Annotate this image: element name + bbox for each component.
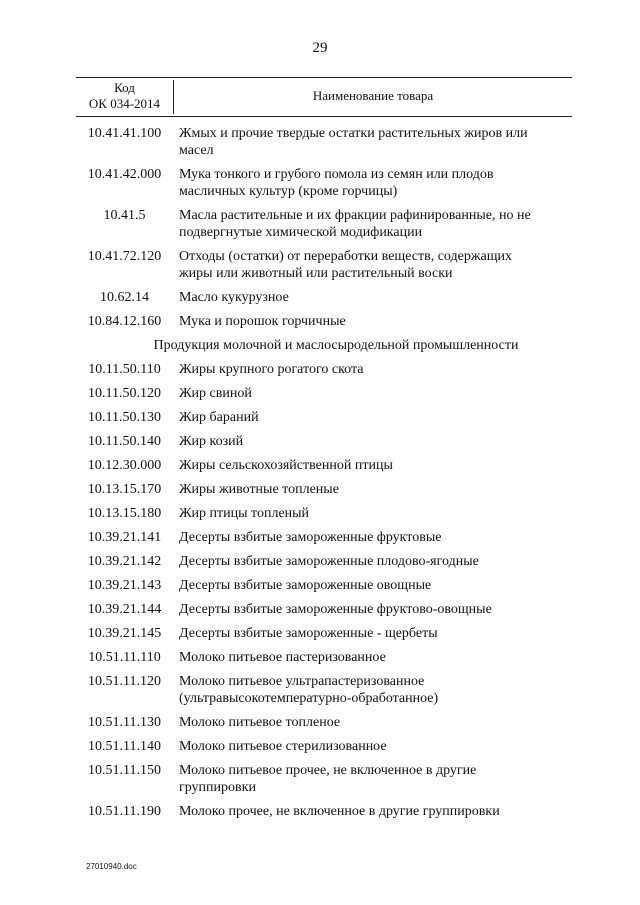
table-row xyxy=(76,248,572,282)
table-row xyxy=(76,625,572,642)
product-name: Жир козий xyxy=(179,434,244,449)
product-code: 10.41.42.000 xyxy=(87,167,162,182)
product-name: Жир бараний xyxy=(179,410,259,425)
product-name: Десерты взбитые замороженные фруктово-овощные xyxy=(179,602,492,617)
table-row xyxy=(76,361,572,378)
table-row xyxy=(76,313,572,330)
product-code: 10.41.41.100 xyxy=(87,126,162,141)
product-code: 10.62.14 xyxy=(100,290,149,305)
table-row xyxy=(76,762,572,796)
product-code: 10.51.11.120 xyxy=(88,674,161,689)
product-code: 10.39.21.145 xyxy=(87,626,162,641)
table-row xyxy=(76,385,572,402)
code-header-line1: Код xyxy=(114,80,135,95)
product-name: Жир птицы топленый xyxy=(179,506,310,521)
product-name: Молоко питьевое стерилизованное xyxy=(179,739,387,754)
product-name: Десерты взбитые замороженные фруктовые xyxy=(179,530,442,545)
table-row xyxy=(76,803,572,820)
product-name: Десерты взбитые замороженные плодово-ягодные xyxy=(179,554,479,569)
table-row xyxy=(76,505,572,522)
section-title: Продукция молочной и маслосыродельной промышленности xyxy=(153,338,519,353)
product-code: 10.11.50.120 xyxy=(88,386,161,401)
table-row xyxy=(76,207,572,241)
product-code: 10.51.11.130 xyxy=(88,715,161,730)
product-name: Молоко питьевое прочее, не включенное в другие группировки xyxy=(179,763,477,795)
table-row xyxy=(76,649,572,666)
product-code: 10.13.15.180 xyxy=(87,506,162,521)
product-code: 10.51.11.190 xyxy=(88,804,161,819)
page-number: 29 xyxy=(312,40,328,56)
table-row xyxy=(76,481,572,498)
table-row xyxy=(76,553,572,570)
table-row xyxy=(76,529,572,546)
product-code: 10.11.50.130 xyxy=(88,410,161,425)
product-code: 10.11.50.110 xyxy=(88,362,161,377)
product-code: 10.51.11.110 xyxy=(88,650,161,665)
product-name: Мука и порошок горчичные xyxy=(179,314,346,329)
table-row xyxy=(76,409,572,426)
code-header-line2: ОК 034-2014 xyxy=(88,96,161,111)
product-code: 10.84.12.160 xyxy=(87,314,162,329)
table-row xyxy=(76,125,572,159)
product-name: Мука тонкого и грубого помола из семян или плодов масличных культур (кроме горчицы) xyxy=(179,167,494,199)
product-name: Масла растительные и их фракции рафинированные, но не подвергнутые химической модификации xyxy=(179,208,531,240)
product-code: 10.41.5 xyxy=(103,208,146,223)
product-name: Молоко питьевое пастеризованное xyxy=(179,650,386,665)
product-name: Десерты взбитые замороженные - щербеты xyxy=(179,626,438,641)
product-name: Жмых и прочие твердые остатки растительных жиров или масел xyxy=(179,126,528,158)
product-code: 10.13.15.170 xyxy=(87,482,162,497)
product-name: Масло кукурузное xyxy=(179,290,289,305)
product-code: 10.39.21.141 xyxy=(87,530,162,545)
table-row xyxy=(76,457,572,474)
table-row xyxy=(76,673,572,707)
code-column-header xyxy=(76,80,174,114)
product-name: Молоко питьевое топленое xyxy=(179,715,341,730)
footer-filename: 27010940.doc xyxy=(86,862,137,871)
product-name: Десерты взбитые замороженные овощные xyxy=(179,578,432,593)
product-code: 10.41.72.120 xyxy=(87,249,162,264)
product-code: 10.51.11.150 xyxy=(88,763,161,778)
table-row xyxy=(76,289,572,306)
table-row xyxy=(76,601,572,618)
table-row xyxy=(76,714,572,731)
product-code: 10.51.11.140 xyxy=(88,739,161,754)
product-name: Жир свиной xyxy=(179,386,252,401)
product-name: Жиры сельскохозяйственной птицы xyxy=(179,458,393,473)
table-row xyxy=(76,738,572,755)
name-column-header: Наименование товара xyxy=(312,88,434,103)
table-row xyxy=(76,166,572,200)
product-name: Жиры крупного рогатого скота xyxy=(179,362,364,377)
product-name: Молоко прочее, не включенное в другие группировки xyxy=(179,804,500,819)
product-name: Отходы (остатки) от переработки веществ, содержащих жиры или животный или растительный воски xyxy=(179,249,513,281)
table-header xyxy=(76,77,572,117)
table-body xyxy=(76,125,572,827)
product-code: 10.39.21.143 xyxy=(87,578,162,593)
product-code: 10.39.21.142 xyxy=(87,554,162,569)
product-code: 10.11.50.140 xyxy=(88,434,161,449)
product-name: Молоко питьевое ультрапастеризованное (ультравысокотемпературно-обработанное) xyxy=(179,674,439,706)
product-code: 10.12.30.000 xyxy=(87,458,162,473)
product-name: Жиры животные топленые xyxy=(179,482,339,497)
product-code: 10.39.21.144 xyxy=(87,602,162,617)
table-row xyxy=(76,577,572,594)
table-row xyxy=(76,433,572,450)
